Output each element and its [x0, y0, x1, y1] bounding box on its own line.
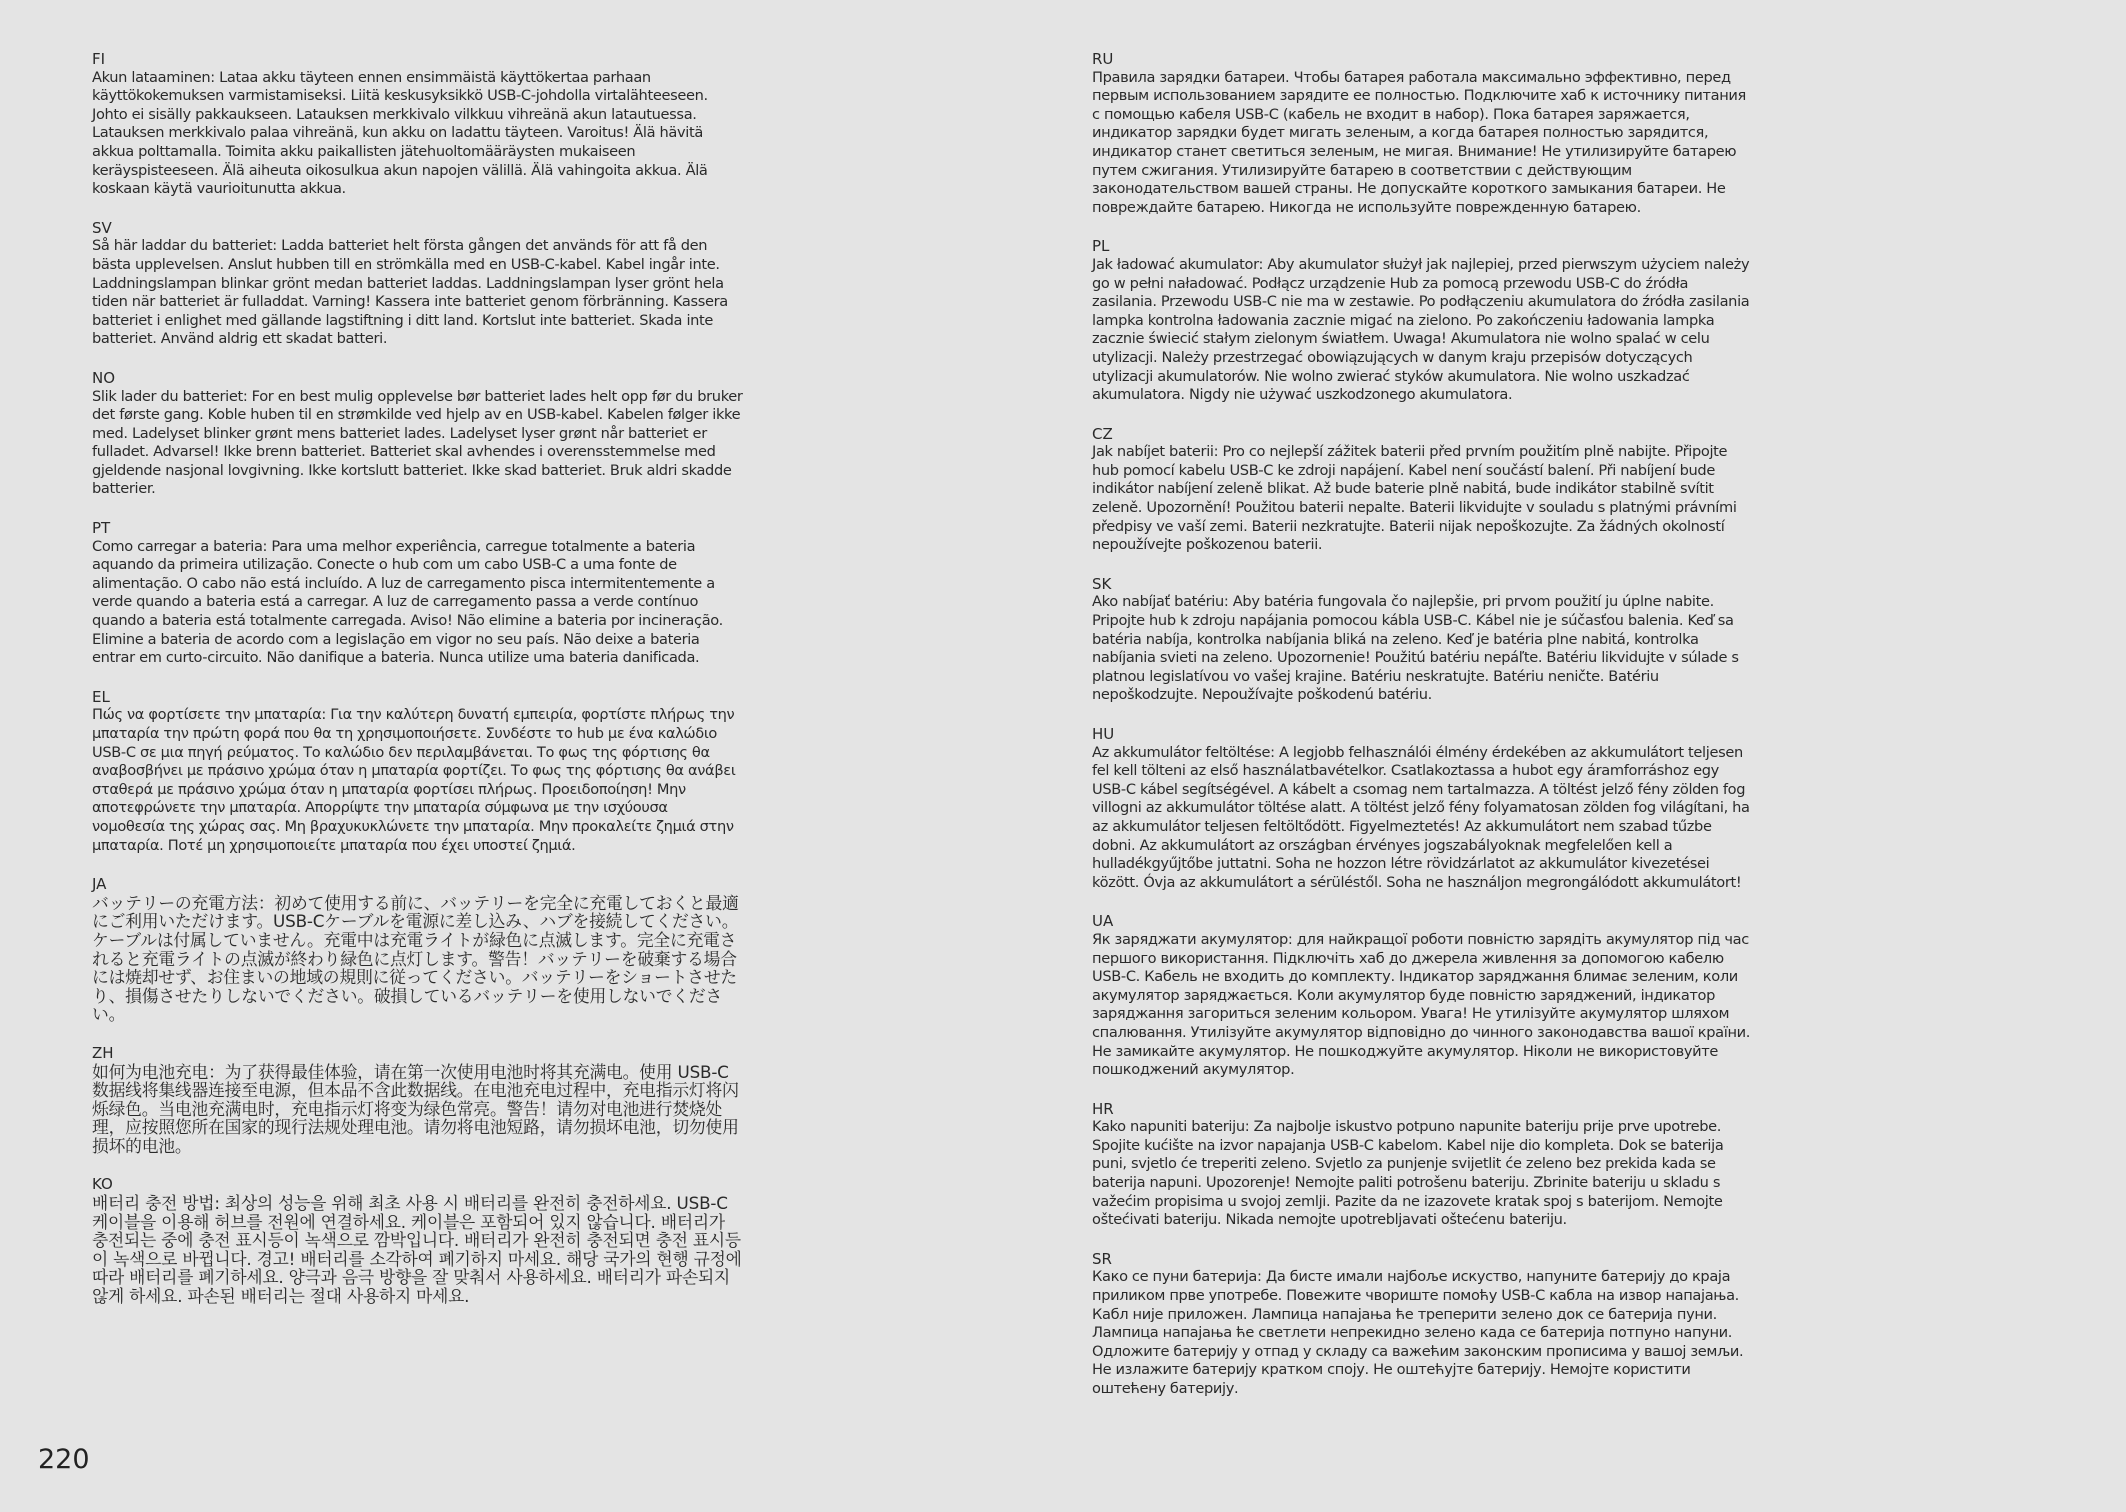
section-pt: [92, 519, 744, 668]
battery-instructions: Як заряджати акумулятор: для найкращої роботи повністю зарядіть акумулятор під час першого використання. Підключіть хаб до джерела живлення за допомогою кабелю USB-C. Кабель не входить до комплекту. Індикатор заряджання блимає зеленим, коли акумулятор заряджається. Коли акумулятор буде повністю заряджений, індикатор заряджання загориться зеленим кольором. Увага! Не утилізуйте акумулятор шляхом спалювання. Утилізуйте акумулятор відповідно до чинного законодавства вашої країни. Не замикайте акумулятор. Не пошкоджуйте акумулятор. Ніколи не використовуйте пошкоджений акумулятор.: [1092, 930, 1751, 1079]
language-code: EL: [92, 687, 110, 706]
section-hu: [1092, 725, 1752, 892]
section-el: [92, 688, 744, 855]
language-code: SV: [92, 218, 112, 237]
battery-instructions: Akun lataaminen: Lataa akku täyteen ennen ensimmäistä käyttökertaa parhaan käyttökokemuksen varmistamiseksi. Liitä keskusyksikkö USB-C-johdolla virtalähteeseen. Johto ei sisälly pakkaukseen. Latauksen merkkivalo vilkkuu vihreänä akun latautuessa. Latauksen merkkivalo palaa vihreänä, kun akku on ladattu täyteen. Varoitus! Älä hävitä akkua polttamalla. Toimita akku paikallisten jätehuoltomääräysten mukaiseen keräyspisteeseen. Älä aiheuta oikosulkua akun napojen välillä. Älä vahingoita akkua. Älä koskaan käytä vaurioitunutta akkua.: [92, 68, 708, 198]
section-ru: [1092, 50, 1752, 217]
battery-instructions: Како се пуни батерија: Да бисте имали најбоље искуство, напуните батерију до краја приликом прве употребе. Повежите чвориште помоћу USB-C кабла на извор напајања. Кабл није приложен. Лампица напајања ће треперити зелено док се батерија пуни. Лампица напајања ће светлети непрекидно зелено када се батерија потпуно напуни. Одложите батерију у отпад у складу са важећим законским прописима у вашој земљи. Не излажите батерију кратком споју. Не оштећујте батерију. Немојте користити оштећену батерију.: [1092, 1268, 1744, 1397]
language-code: JA: [92, 875, 107, 894]
section-cz: [1092, 425, 1752, 555]
section-sr: [1092, 1250, 1752, 1399]
section-ja: [92, 875, 744, 1024]
battery-instructions: Правила зарядки батареи. Чтобы батарея работала максимально эффективно, перед первым использованием зарядите ее полностью. Подключите хаб к источнику питания с помощью кабеля USB-C (кабель не входит в набор). Пока батарея заряжается, индикатор зарядки будет мигать зеленым, а когда батарея полностью зарядится, индикатор станет светиться зеленым, не мигая. Внимание! Не утилизируйте батарею путем сжигания. Утилизируйте батарею в соответствии с действующим законодательством вашей страны. Не допускайте короткого замыкания батареи. Не повреждайте батарею. Никогда не используйте поврежденную батарею.: [1092, 68, 1746, 216]
language-code: NO: [92, 368, 116, 387]
battery-instructions: 如何为电池充电：为了获得最佳体验，请在第一次使用电池时将其充满电。使用 USB-C 数据线将集线器连接至电源，但本品不含此数据线。在电池充电过程中，充电指示灯将闪烁绿色。当电池充满电时，充电指示灯将变为绿色常亮。警告！请勿对电池进行焚烧处理，应按照您所在国家的现行法规处理电池。请勿将电池短路，请勿损坏电池，切勿使用损坏的电池。: [92, 1061, 739, 1156]
battery-instructions: Jak ładować akumulator: Aby akumulator służył jak najlepiej, przed pierwszym użyciem należy go w pełni naładować. Podłącz urządzenie Hub za pomocą przewodu USB-C do źródła zasilania. Przewodu USB-C nie ma w zestawie. Po podłączeniu akumulatora do źródła zasilania lampka kontrolna ładowania zacznie migać na zielono. Po zakończeniu ładowania lampka zacznie świecić stałym zielonym światłem. Uwaga! Akumulatora nie wolno spalać w celu utylizacji. Należy przestrzegać obowiązujących w danym kraju przepisów dotyczących utylizacji akumulatorów. Nie wolno zwierać styków akumulatora. Nie wolno uszkadzać akumulatora. Nigdy nie używać uszkodzonego akumulatora.: [1092, 255, 1750, 404]
battery-instructions: 배터리 충전 방법: 최상의 성능을 위해 최초 사용 시 배터리를 완전히 충전하세요. USB-C 케이블을 이용해 허브를 전원에 연결하세요. 케이블은 포함되어 있지 않습니다. 배터리가 충전되는 중에 충전 표시등이 녹색으로 깜박입니다. 배터리가 완전히 충전되면 충전 표시등이 녹색으로 바뀝니다. 경고! 배터리를 소각하여 폐기하지 마세요. 해당 국가의 현행 규정에 따라 배터리를 폐기하세요. 양극과 음극 방향을 잘 맞춰서 사용하세요. 배터리가 파손되지 않게 하세요. 파손된 배터리는 절대 사용하지 마세요.: [92, 1193, 742, 1307]
language-code: UA: [1092, 912, 1114, 931]
section-sk: [1092, 575, 1752, 705]
battery-instructions: Så här laddar du batteriet: Ladda batteriet helt första gången det används för att få den bästa upplevelsen. Anslut hubben till en strömkälla med en USB-C-kabel. Kabel ingår inte. Laddningslampan blinkar grönt medan batteriet laddas. Laddningslampan lyser grönt hela tiden när batteriet är fulladdat. Varning! Kassera inte batteriet genom förbränning. Kassera batteriet i enlighet med gällande lagstiftning i ditt land. Kortslut inte batteriet. Skada inte batteriet. Använd aldrig ett skadat batteri.: [92, 237, 728, 348]
section-sv: [92, 219, 744, 349]
battery-instructions: バッテリーの充電方法：初めて使用する前に、バッテリーを完全に充電しておくと最適にご利用いただけます。USB-Cケーブルを電源に差し込み、ハブを接続してください。ケーブルは付属していません。充電中は充電ライトが緑色に点滅します。完全に充電されると充電ライトの点滅が終わり緑色に点灯します。警告！バッテリーを破棄する場合には焼却せず、お住まいの地域の規則に従ってください。バッテリーをショートさせたり、損傷させたりしないでください。破損しているバッテリーを使用しないでください。: [92, 892, 739, 1025]
battery-instructions: Slik lader du batteriet: For en best mulig opplevelse bør batteriet lades helt opp før du bruker det første gang. Koble huben til en strømkilde ved hjelp av en USB-kabel. Kabelen følger ikke med. Ladelyset blinker grønt mens batteriet lades. Ladelyset lyser grønt når batteriet er fulladet. Advarsel! Ikke brenn batteriet. Batteriet skal avhendes i overensstemmelse med gjeldende nasjonal lovgivning. Ikke kortslutt batteriet. Ikke skad batteriet. Bruk aldri skadde batterier.: [92, 387, 743, 498]
battery-instructions: Jak nabíjet baterii: Pro co nejlepší zážitek baterii před prvním použitím plně nabijte. Připojte hub pomocí kabelu USB-C ke zdroji napájení. Kabel není součástí balení. Při nabíjení bude indikátor nabíjení zeleně blikat. Až bude baterie plně nabitá, bude indikátor stabilně svítit zeleně. Upozornění! Použitou baterii nepalte. Baterii likvidujte v souladu s platnými právními předpisy ve vaší zemi. Baterii nezkratujte. Baterii nijak nepoškozujte. Za žádných okolností nepoužívejte poškozenou baterii.: [1092, 443, 1737, 554]
language-code: HU: [1092, 725, 1115, 743]
battery-instructions: Ako nabíjať batériu: Aby batéria fungovala čo najlepšie, pri prvom použití ju úplne nabite. Pripojte hub k zdroju napájania pomocou kábla USB-C. Kábel nie je súčasťou balenia. Keď sa batéria nabíja, kontrolka nabíjania bliká na zeleno. Keď je batéria plne nabitá, kontrolka nabíjania svieti na zeleno. Upozornenie! Použitú batériu nepáľte. Batériu likvidujte v súlade s platnou legislatívou vo vašej krajine. Batériu neskratujte. Batériu neničte. Batériu nepoškodzujte. Nepoužívajte poškodenú batériu.: [1092, 593, 1739, 704]
section-no: [92, 369, 744, 499]
language-code: SK: [1092, 574, 1112, 593]
language-code: RU: [1092, 50, 1114, 68]
section-ua: [1092, 912, 1752, 1079]
language-code: HR: [1092, 1099, 1114, 1118]
language-code: PT: [92, 519, 111, 538]
battery-instructions: Az akkumulátor feltöltése: A legjobb felhasználói élmény érdekében az akkumulátort teljesen fel kell tölteni az első használatbavételkor. Csatlakoztassa a hubot egy áramforráshoz egy USB-C kábel segítségével. A kábelt a csomag nem tartalmazza. A töltést jelző fény zölden fog villogni az akkumulátor töltése alatt. A töltést jelző fény folyamatosan zölden fog világítani, ha az akkumulátor teljesen feltöltődött. Figyelmeztetés! Az akkumulátort nem szabad tűzbe dobni. Az akkumulátort az országban érvényes jogszabályoknak megfelelően kell a hulladékgyűjtőbe juttatni. Soha ne hozzon létre rövidzárlatot az akkumulátor kivezetései között. Óvja az akkumulátort a sérüléstől. Soha ne használjon megrongálódott akkumulátort!: [1092, 743, 1750, 891]
left-column: [92, 50, 744, 1326]
right-column: [1092, 50, 1752, 1419]
section-pl: [1092, 237, 1752, 404]
language-code: PL: [1092, 237, 1110, 256]
battery-instructions: Kako napuniti bateriju: Za najbolje iskustvo potpuno napunite bateriju prije prve upotrebe. Spojite kućište na izvor napajanja USB-C kabelom. Kabel nije dio kompleta. Dok se baterija puni, svjetlo će treperiti zeleno. Svjetlo za punjenje svijetlit će zeleno bez prekida kada se baterija napuni. Upozorenje! Nemojte paliti potrošenu bateriju. Zbrinite bateriju u skladu s važećim propisima u svojoj zemlji. Pazite da ne izazovete kratak spoj s baterijom. Nemojte oštećivati bateriju. Nikada nemojte upotrebljavati oštećenu bateriju.: [1092, 1118, 1724, 1229]
language-code: CZ: [1092, 424, 1113, 443]
language-code: FI: [92, 50, 106, 68]
language-code: KO: [92, 1175, 113, 1194]
section-fi: [92, 50, 744, 199]
page-number: 220: [38, 1444, 90, 1475]
language-code: ZH: [92, 1043, 114, 1062]
section-ko: [92, 1175, 744, 1305]
battery-instructions: Πώς να φορτίσετε την μπαταρία: Για την καλύτερη δυνατή εμπειρία, φορτίστε πλήρως την μπαταρία την πρώτη φορά που θα τη χρησιμοποιήσετε. Συνδέστε το hub με ένα καλώδιο USB-C σε μια πηγή ρεύματος. Το καλώδιο δεν περιλαμβάνεται. Το φως της φόρτισης θα αναβοσβήνει με πράσινο χρώμα όταν η μπαταρία φορτίζει. Το φως της φόρτισης θα ανάβει σταθερά με πράσινο χρώμα όταν η μπαταρία φορτίσει πλήρως. Προειδοποίηση! Μην αποτεφρώνετε την μπαταρία. Απορρίψτε την μπαταρία σύμφωνα με την ισχύουσα νομοθεσία της χώρας σας. Μη βραχυκυκλώνετε την μπαταρία. Μην προκαλείτε ζημιά στην μπαταρία. Ποτέ μη χρησιμοποιείτε μπαταρία που έχει υποστεί ζημιά.: [92, 706, 736, 854]
section-hr: [1092, 1100, 1752, 1230]
section-zh: [92, 1044, 744, 1156]
battery-instructions: Como carregar a bateria: Para uma melhor experiência, carregue totalmente a bateria aquando da primeira utilização. Conecte o hub com um cabo USB-C a uma fonte de alimentação. O cabo não está incluído. A luz de carregamento pisca intermitentemente a verde quando a bateria está a carregar. A luz de carregamento passa a verde contínuo quando a bateria está totalmente carregada. Aviso! Não elimine a bateria por incineração. Elimine a bateria de acordo com a legislação em vigor no seu país. Não deixe a bateria entrar em curto-circuito. Não danifique a bateria. Nunca utilize uma bateria danificada.: [92, 537, 723, 667]
language-code: SR: [1092, 1249, 1112, 1268]
